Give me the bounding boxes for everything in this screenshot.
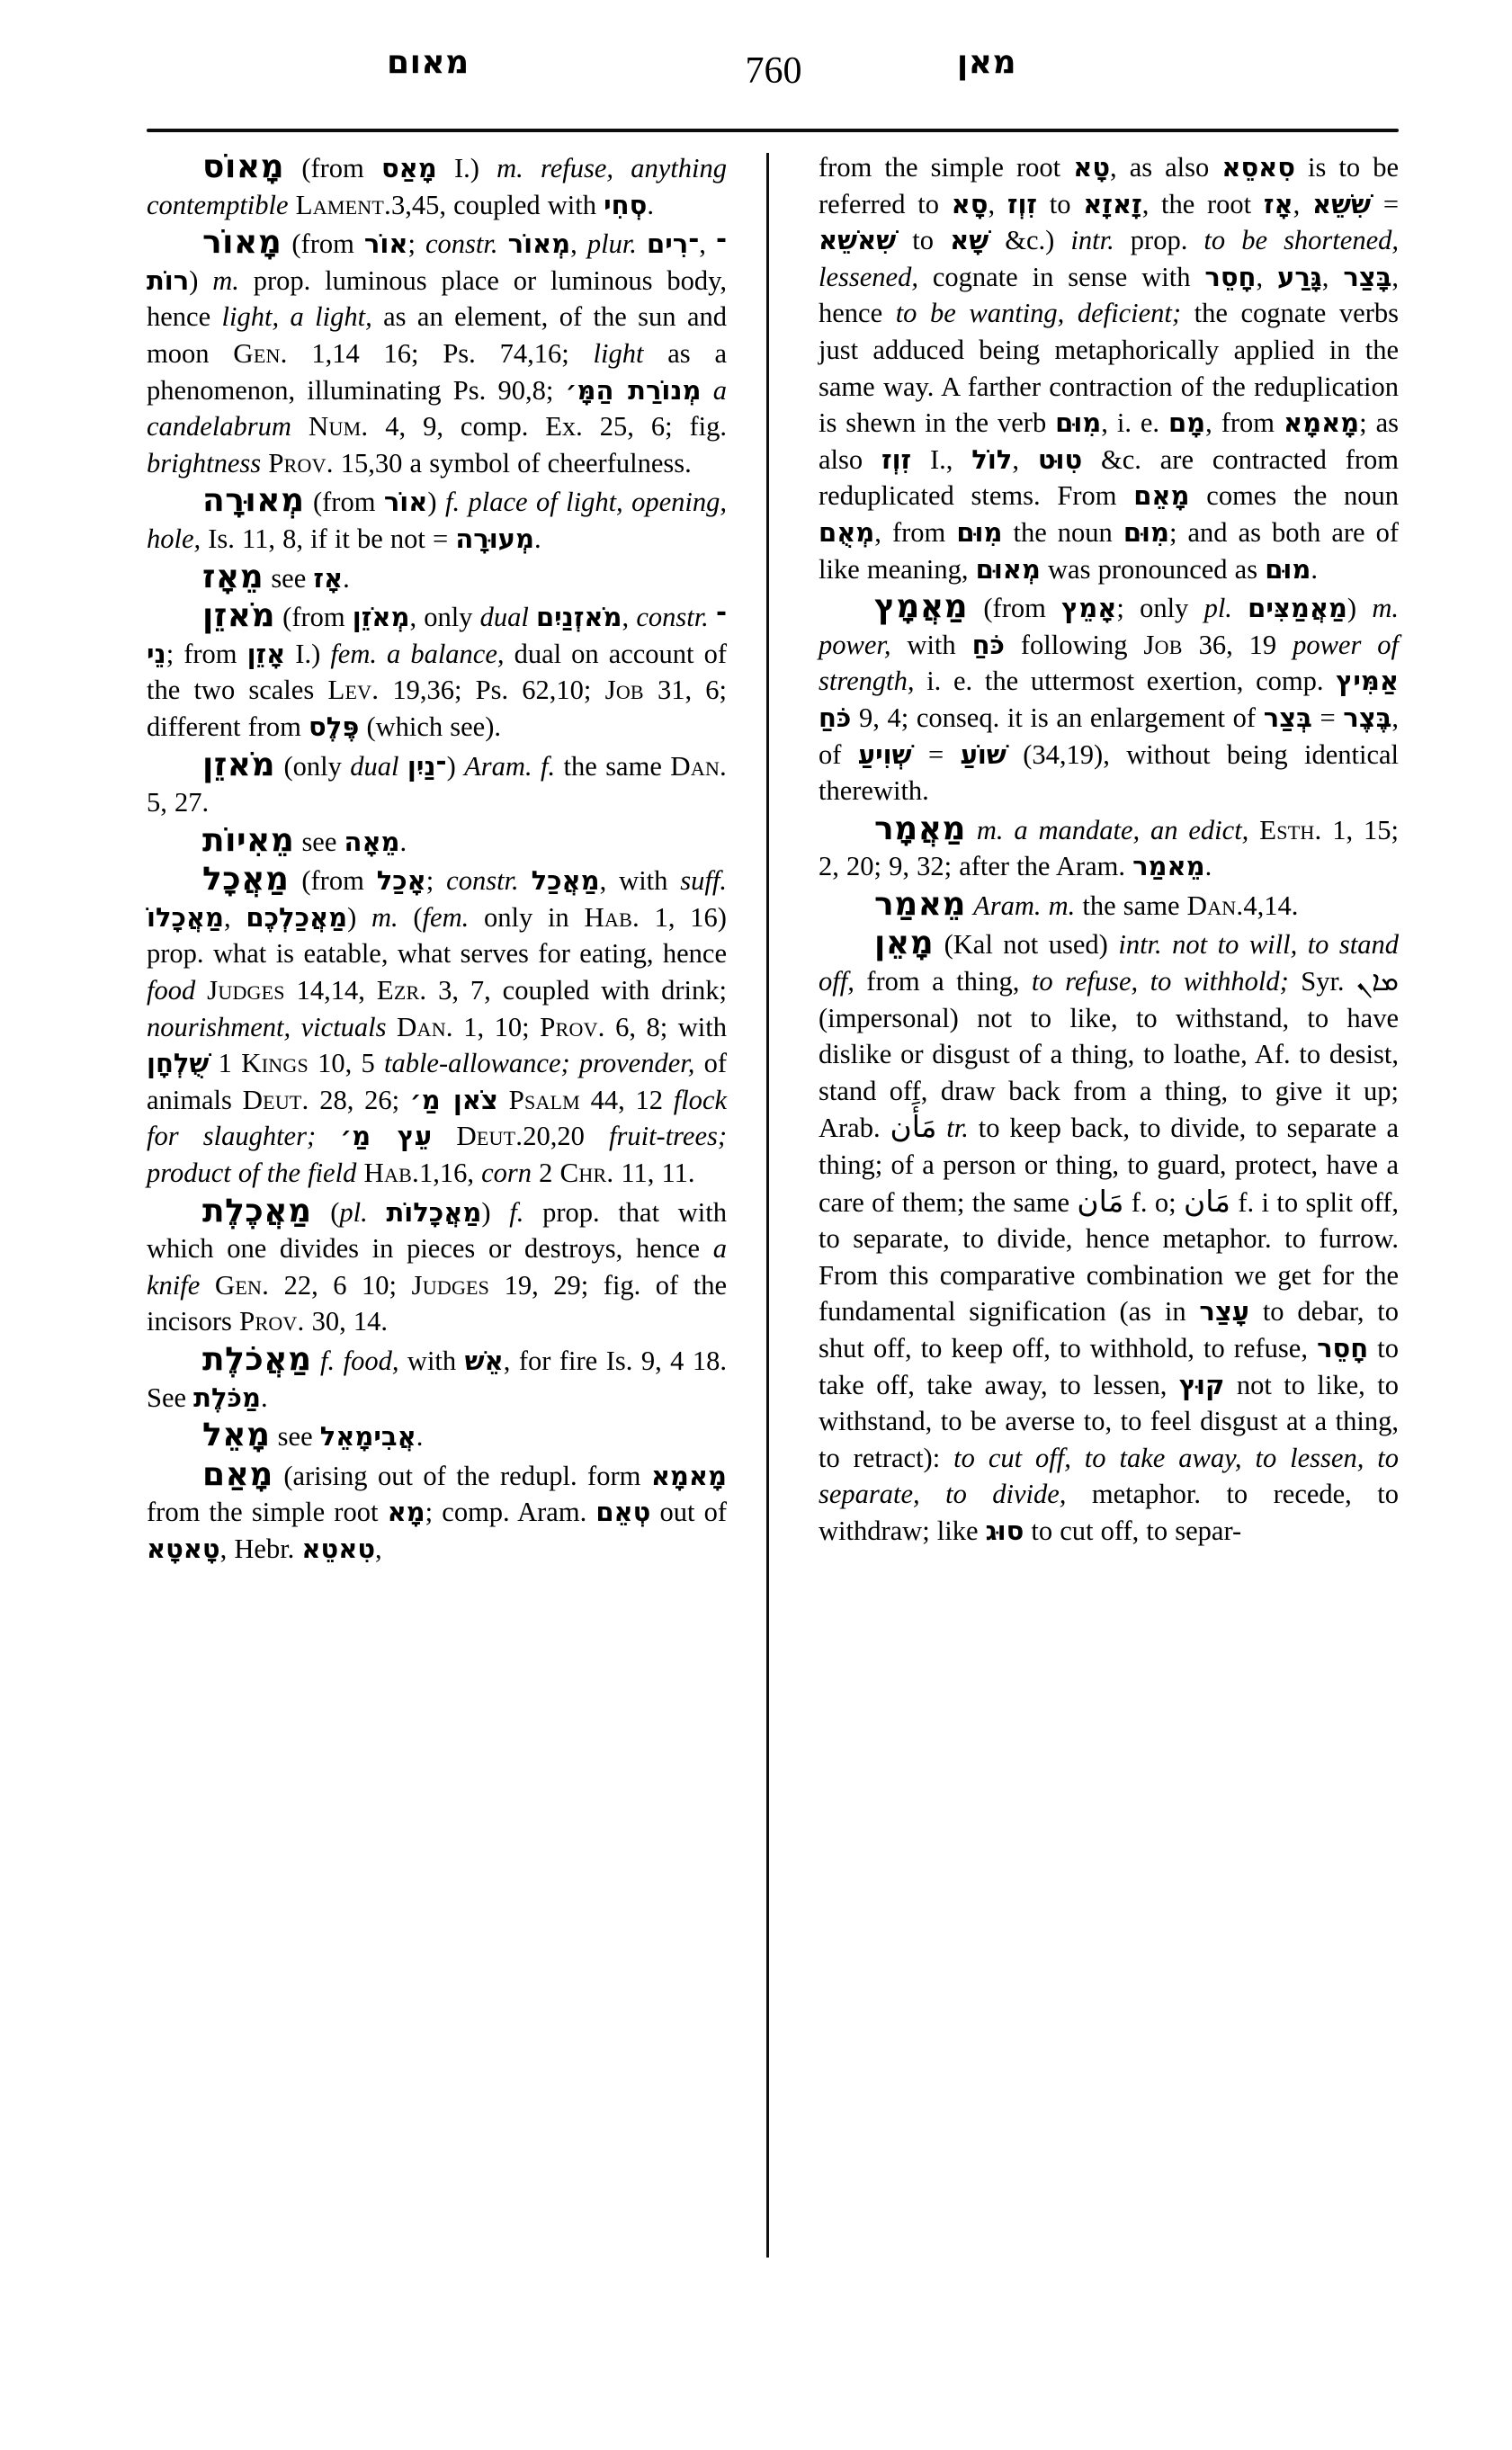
entry-lemma: מֵאִיוֹת [202, 821, 295, 859]
dictionary-entry [147, 1194, 727, 1340]
dictionary-entry [147, 862, 727, 1191]
running-head-right-hebrew: מאן [956, 44, 1016, 81]
entry-lemma: מֹאזֵן [202, 597, 276, 635]
entry-lemma: מָאֵן [874, 925, 935, 962]
entry-body: (from מְאֹזֵן, only dual מֹאזְנַיִם, constr. ־נֵי; from אָזֵן I.) fem. a balance, dual on account of the two scales Lev. 19,36; Ps. 62,10; Job 31, 6; different from פֶּלֶס (which see). [147, 602, 727, 742]
dictionary-entry [819, 811, 1399, 885]
entry-lemma: מֵאָז [202, 558, 264, 595]
dictionary-entry [147, 1417, 727, 1455]
entry-lemma: מָאוֹר [202, 224, 282, 262]
dictionary-entry [147, 483, 727, 557]
entry-body: Aram. m. the same Dan.4,14. [973, 889, 1299, 921]
dictionary-entry [819, 149, 1399, 587]
entry-body: f. food, with אֵשׁ, for fire Is. 9, 4 18. See מַכֹּלֶת. [147, 1346, 728, 1413]
dictionary-entry [147, 225, 727, 481]
entry-lemma: מַאֲמָץ [874, 588, 969, 626]
dictionary-entry [819, 589, 1399, 809]
column-divider [766, 153, 769, 2258]
entry-lemma: מָאוֹס [202, 148, 285, 185]
entry-lemma: מַאֲכֹלֶת [202, 1341, 312, 1378]
dictionary-entry [147, 823, 727, 861]
dictionary-entry [819, 887, 1399, 925]
right-column [819, 149, 1399, 2290]
entry-body: (only dual ־נַיִן) Aram. f. the same Dan. 5, 27. [147, 749, 727, 818]
left-column [147, 149, 727, 2290]
dictionary-entry [147, 1342, 727, 1416]
entry-body: from the simple root טָא, as also סִאסֵא is to be referred to סָא, זִוְז to זָאזָא, the root אָז, שִׁשֵׁא = שִׁאשֵׁא to שָׁא &c.) intr. prop. to be shortened, lessened, cognate in sense with חָסֵר, גָּרַע, בָּצַר, hence to be wanting, deficient; the cognate verbs just adduced being metaphorically applied in the same way. A farther contraction of the reduplication is shewn in the verb מִוּם, i. e. מָם, from מָאמָא; as also זִוְז I., לוֹל, טִוּט &c. are contracted from reduplicated stems. From מָאֵם comes the noun מְאֻם, from מִוּם the noun מִוּם; and as both are of like meaning, מְאוּם was pronounced as מוּם. [819, 152, 1400, 585]
header-rule [147, 129, 1399, 132]
dictionary-entry [147, 598, 727, 745]
dictionary-entry [147, 559, 727, 597]
entry-body: (from מָאַס I.) m. refuse, anything contemptible Lament.3,45, coupled with סְחִי. [147, 153, 727, 220]
dictionary-entry [147, 747, 727, 821]
running-head-left-hebrew: מאום [387, 44, 470, 81]
entry-body: (from אוֹר; constr. מְאוֹר, plur. ־רִים, ־רוֹת) m. prop. luminous place or luminous body, hence light, a light, as an element, of the sun and moon Gen. 1,14 16; Ps. 74,16; light as a phenomenon, illuminating Ps. 90,8; מְנוֹרַת הַמָּ׳ a candelabrum Num. 4, 9, comp. Ex. 25, 6; fig. brightness Prov. 15,30 a symbol of cheerfulness. [147, 228, 728, 478]
entry-body: m. a mandate, an edict, Esth. 1, 15; 2, 20; 9, 32; after the Aram. מֵאמַר. [819, 813, 1400, 882]
entry-lemma: מְאוּרָה [202, 482, 305, 520]
dictionary-entry [819, 925, 1399, 1549]
entry-lemma: מָאֵל [202, 1417, 271, 1454]
dictionary-entry [147, 1457, 727, 1568]
entry-body: see מֵאָה. [301, 826, 407, 857]
entry-body: (from אוֹר) f. place of light, opening, hole, Is. 11, 8, if it be not = מְעוּרָה. [147, 487, 727, 554]
entry-lemma: מַאֲמָר [874, 809, 966, 847]
page-number: 760 [745, 50, 802, 92]
entry-body: (Kal not used) intr. not to will, to stand off, from a thing, to refuse, to withhold; Syr. ܡܐܢ (impersonal) not to like, to withstand, to have dislike or disgust of a thing, to loathe, Af. to desist, stand off, draw back from a thing, to give it up; Arab. مَأَن tr. to keep back, to divide, to separate a thing; of a person or thing, to guard, protect, have a care of them; the same مَان f. o; مَان f. i to split off, to separate, to divide, hence metaphor. to furrow. From this comparative combination we get for the fundamental signification (as in עָצַר to debar, to shut off, to keep off, to withhold, to refuse, חָסֵר to take off, take away, to lessen, קוּץ not to like, to withstand, to be averse to, to feel disgust at a thing, to retract): to cut off, to take away, to lessen, to separate, to divide, metaphor. to recede, to withdraw; like סוּג to cut off, to separ- [819, 929, 1400, 1546]
entry-lemma: מַאֲכֶלֶת [202, 1192, 312, 1229]
entry-body: (pl. מַאֲכָלוֹת) f. prop. that with which one divides in pieces or destroys, hence a knife Gen. 22, 6 10; Judges 19, 29; fig. of the incisors Prov. 30, 14. [147, 1196, 727, 1337]
text-columns [147, 149, 1399, 2290]
entry-body: (from אָכַל; constr. מַאֲכַל, with suff. מַאֲכָלוֹ, מַאֲכַלְכֶם) m. (fem. only in Hab. 1, 16) prop. what is eatable, what serves for eating, hence food Judges 14,14, Ezr. 3, 7, coupled with drink; nourishment, victuals Dan. 1, 10; Prov. 6, 8; with שֻׁלְחָן 1 Kings 10, 5 table-allowance; provender, of animals Deut. 28, 26; צֹאן מַ׳ Psalm 44, 12 flock for slaughter; עֵץ מַ׳ Deut.20,20 fruit-trees; product of the field Hab.1,16, corn 2 Chr. 11, 11. [147, 865, 728, 1189]
entry-body: see אֲבִימָאֵל. [277, 1421, 424, 1453]
entry-lemma: מֵאמַר [874, 885, 966, 923]
entry-body: (from אָמֵץ; only pl. מַאֲמַצִּים) m. power, with כֹּחַ following Job 36, 19 power of strength, i. e. the uttermost exertion, comp. אַמִּיץ כֹּחַ 9, 4; conseq. it is an enlargement of בְּצַר = בֶּצֶר, of שְׁוִיעַ = שׁוֹעַ (34,19), without being identical therewith. [819, 593, 1400, 807]
entry-body: see אָז. [271, 562, 350, 594]
entry-lemma: מָאַם [202, 1455, 273, 1493]
entry-lemma: מֹאזֵן [202, 746, 276, 783]
entry-body: (arising out of the redupl. form מָאמָא from the simple root מָא; comp. Aram. טְאֵם out of טָאטָא, Hebr. טִאטֵא, [147, 1460, 728, 1564]
running-head [144, 44, 1403, 110]
dictionary-entry [147, 149, 727, 223]
entry-lemma: מַאֲכָל [202, 861, 290, 899]
